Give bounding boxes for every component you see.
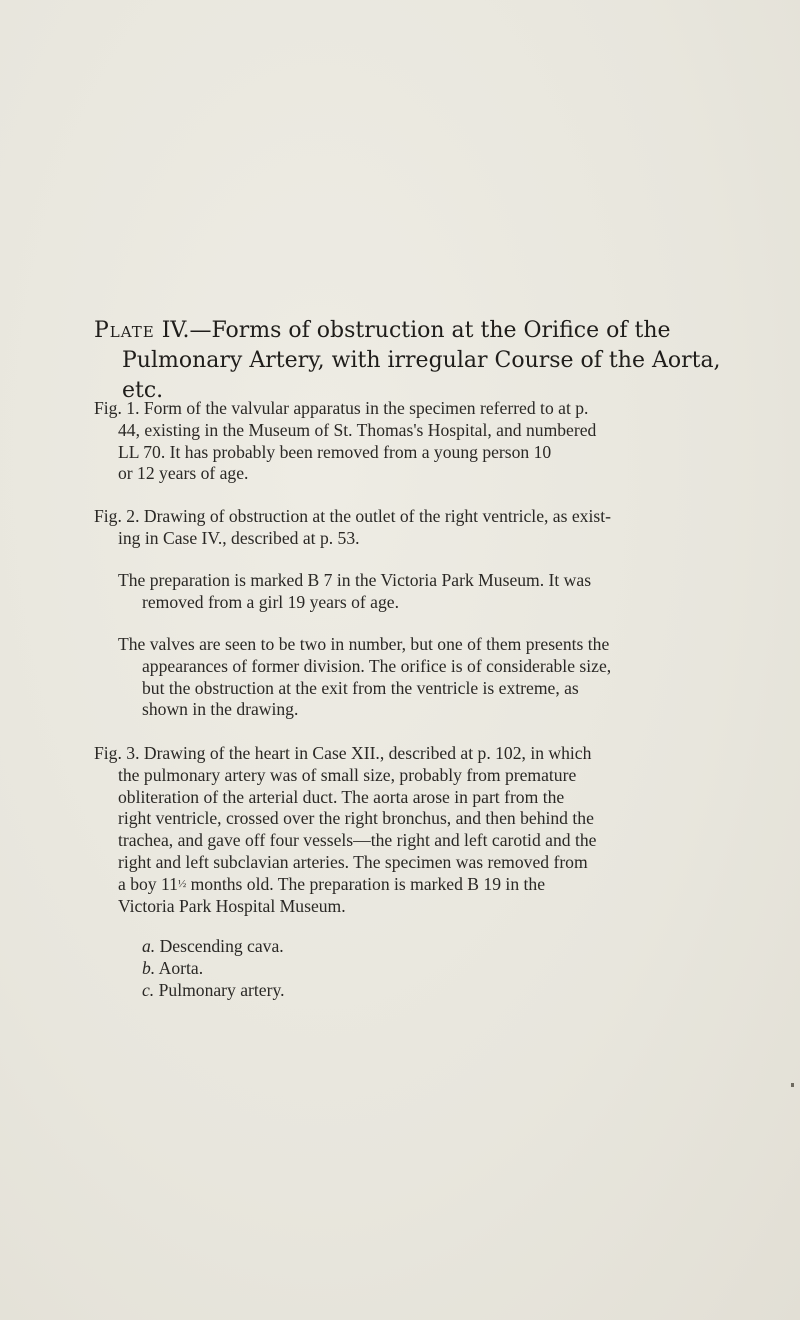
- fig-3-line: obliteration of the arterial duct. The aorta arose in part from the: [118, 786, 565, 807]
- legend-text: Aorta.: [155, 958, 204, 978]
- fig-1-line: 44, existing in the Museum of St. Thomas's Hospital, and numbered: [118, 419, 597, 440]
- legend-text: Pulmonary artery.: [154, 980, 285, 1000]
- plate-title: [94, 316, 734, 406]
- legend-letter: a.: [142, 936, 156, 956]
- paragraph-line: The preparation is marked B 7 in the Victoria Park Museum. It was: [118, 570, 592, 590]
- fig-2-caption: [94, 506, 716, 550]
- fig-1-line: Fig. 1. Form of the valvular apparatus in the specimen referred to at p.: [94, 398, 589, 418]
- fig-1-line: or 12 years of age.: [118, 463, 249, 484]
- legend-item-b: [142, 958, 203, 980]
- fig-3-line: trachea, and gave off four vessels—the right and left carotid and the: [118, 830, 597, 851]
- paragraph-line: The valves are seen to be two in number, but one of them presents the: [118, 634, 610, 654]
- legend-text: Descending cava.: [155, 936, 284, 956]
- fig-3-line-age: [94, 874, 716, 896]
- fig-3-line: right and left subclavian arteries. The specimen was removed from: [118, 851, 588, 872]
- fig-3-line: the pulmonary artery was of small size, probably from premature: [118, 764, 577, 785]
- plate-word: Plate: [94, 318, 155, 343]
- legend-item-c: [142, 980, 285, 1002]
- fig-3-line: Victoria Park Hospital Museum.: [118, 895, 346, 916]
- fig-3-line: right ventricle, crossed over the right bronchus, and then behind the: [118, 808, 594, 829]
- paragraph-line: appearances of former division. The orifice is of considerable size,: [142, 655, 612, 676]
- plate-title-line-1-rest: IV.—Forms of obstruction at the Orifice of the: [154, 318, 671, 343]
- fig-3-caption: [94, 743, 716, 917]
- paragraph-line: shown in the drawing.: [142, 699, 299, 720]
- fig-1-line: LL 70. It has probably been removed from a young person 10: [118, 441, 552, 462]
- fig-2-line: ing in Case IV., described at p. 53.: [118, 527, 360, 548]
- paragraph-line: removed from a girl 19 years of age.: [142, 591, 399, 612]
- plate-title-line-1: [94, 316, 734, 346]
- fig-2-line: Fig. 2. Drawing of obstruction at the outlet of the right ventricle, as exist-: [94, 506, 611, 526]
- legend-item-a: [142, 936, 284, 958]
- fig-2-paragraph-1: [118, 570, 716, 614]
- fig-2-paragraph-2: [118, 634, 716, 721]
- fig-1-caption: [94, 398, 716, 485]
- age-text-rest: months old. The preparation is marked B 19 in the: [186, 873, 546, 894]
- paper-speck: [791, 1083, 794, 1087]
- age-text: a boy 11: [118, 873, 178, 894]
- plate-title-line-3: etc.: [122, 378, 164, 403]
- paragraph-line: but the obstruction at the exit from the ventricle is extreme, as: [142, 677, 579, 698]
- age-fraction: ½: [177, 877, 187, 890]
- legend-letter: b.: [142, 958, 156, 978]
- fig-3-line: Fig. 3. Drawing of the heart in Case XII., described at p. 102, in which: [94, 743, 592, 763]
- plate-title-line-2: Pulmonary Artery, with irregular Course of the Aorta,: [122, 348, 721, 373]
- legend-letter: c.: [142, 980, 155, 1000]
